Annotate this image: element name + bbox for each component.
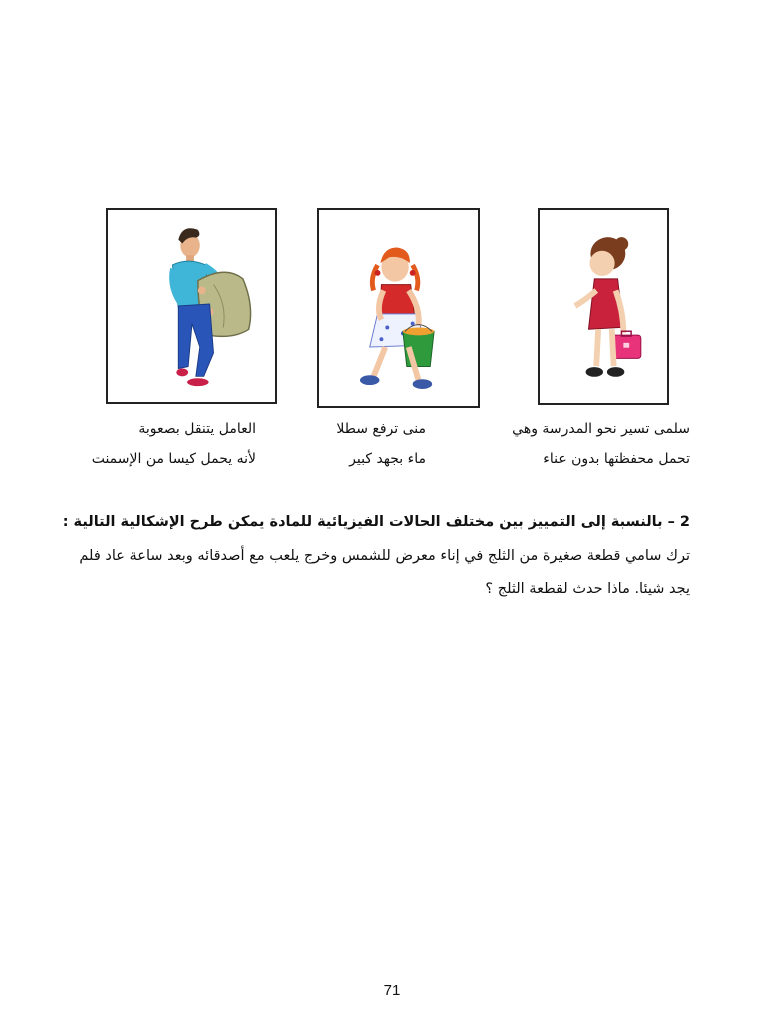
girl-illustration — [319, 210, 478, 406]
salma-caption-line-1: سلمى تسير نحو المدرسة وهي — [512, 421, 690, 437]
worker-illustration — [108, 210, 275, 402]
girl-caption-line-1: منى ترفع سطلا — [336, 421, 426, 437]
page-number: 71 — [383, 982, 401, 999]
worker-caption-line-2: لأنه يحمل كيسا من الإسمنت — [91, 451, 256, 467]
worker-carrying-sack-image — [106, 208, 277, 404]
salma-caption-line-2: تحمل محفظتها بدون عناء — [543, 451, 690, 467]
girl-caption — [326, 414, 426, 474]
salma-with-schoolbag-image — [538, 208, 669, 405]
salma-illustration — [540, 210, 667, 403]
question-body: ترك سامي قطعة صغيرة من الثلج في إناء معرض للشمس وخرج يلعب مع أصدقائه وبعد ساعة عاد فلم يجد شيئا. ماذا حدث لقطعة الثلج ؟ — [79, 548, 690, 597]
girl-lifting-bucket-image — [317, 208, 480, 408]
worker-caption-line-1: العامل يتنقل بصعوبة — [138, 421, 256, 437]
salma-caption — [500, 414, 690, 474]
worker-caption — [91, 414, 256, 474]
question-heading: 2 – بالنسبة إلى التمييز بين مختلف الحالات الفيزيائية للمادة يمكن طرح الإشكالية التالية : — [62, 514, 690, 530]
girl-caption-line-2: ماء بجهد كبير — [349, 451, 426, 467]
